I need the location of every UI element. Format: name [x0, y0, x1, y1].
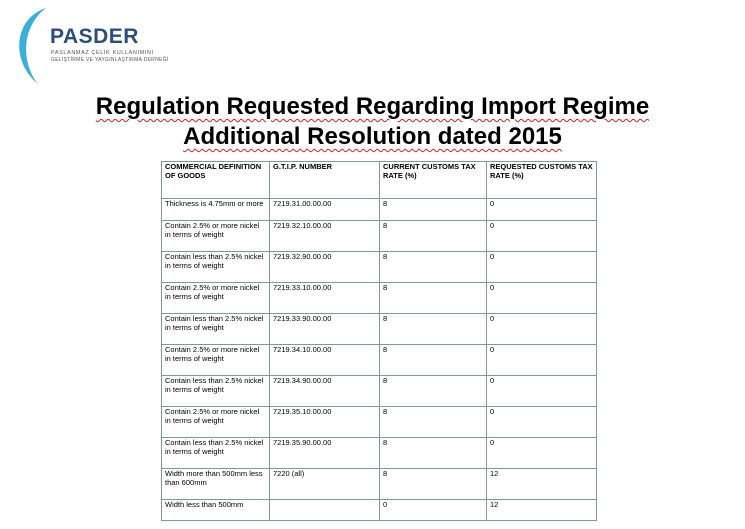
- cell-definition: Contain 2.5% or more nickel in terms of weight: [162, 407, 270, 438]
- cell-requested-rate: 0: [487, 438, 597, 469]
- cell-requested-rate: 12: [487, 469, 597, 500]
- cell-requested-rate: 0: [487, 376, 597, 407]
- cell-gtip: 7219.34.90.00.00: [270, 376, 380, 407]
- cell-gtip: 7219.34.10.00.00: [270, 345, 380, 376]
- table-row: [162, 345, 597, 376]
- cell-gtip: 7220 (all): [270, 469, 380, 500]
- tariff-table: [161, 161, 597, 521]
- cell-current-rate: 8: [380, 221, 487, 252]
- table-row: [162, 376, 597, 407]
- cell-current-rate: 8: [380, 283, 487, 314]
- cell-gtip: 7219.33.90.00.00: [270, 314, 380, 345]
- cell-definition: Width less than 500mm: [162, 500, 270, 521]
- logo-tagline-1: PASLANMAZ ÇELİK KULLANIMINI: [51, 50, 154, 56]
- cell-current-rate: 8: [380, 314, 487, 345]
- header-current-tax-rate: CURRENT CUSTOMS TAX RATE (%): [380, 162, 487, 199]
- cell-requested-rate: 0: [487, 345, 597, 376]
- table-row: [162, 221, 597, 252]
- pasder-logo: [6, 6, 176, 86]
- cell-gtip: 7219.31.00.00.00: [270, 199, 380, 221]
- cell-requested-rate: 0: [487, 221, 597, 252]
- cell-requested-rate: 0: [487, 199, 597, 221]
- cell-requested-rate: 0: [487, 314, 597, 345]
- cell-definition: Width more than 500mm less than 600mm: [162, 469, 270, 500]
- table-header-row: [162, 162, 597, 199]
- header-commercial-definition: COMMERCIAL DEFINITION OF GOODS: [162, 162, 270, 199]
- cell-current-rate: 8: [380, 345, 487, 376]
- cell-definition: Thickness is 4.75mm or more: [162, 199, 270, 221]
- logo-brand: PASDER: [50, 25, 139, 48]
- cell-current-rate: 8: [380, 199, 487, 221]
- cell-current-rate: 8: [380, 438, 487, 469]
- logo-tagline-2: GELİŞTİRME VE YAYGINLAŞTIRMA DERNEĞİ: [51, 57, 169, 63]
- cell-definition: Contain 2.5% or more nickel in terms of weight: [162, 221, 270, 252]
- cell-definition: Contain 2.5% or more nickel in terms of weight: [162, 283, 270, 314]
- cell-requested-rate: 12: [487, 500, 597, 521]
- cell-current-rate: 8: [380, 407, 487, 438]
- cell-current-rate: 8: [380, 469, 487, 500]
- header-gtip-number: G.T.I.P. NUMBER: [270, 162, 380, 199]
- slide-title-line-2: Additional Resolution dated 2015: [183, 123, 562, 150]
- cell-definition: Contain 2.5% or more nickel in terms of weight: [162, 345, 270, 376]
- table-row: [162, 500, 597, 521]
- header-requested-tax-rate: REQUESTED CUSTOMS TAX RATE (%): [487, 162, 597, 199]
- cell-gtip: 7219.33.10.00.00: [270, 283, 380, 314]
- cell-requested-rate: 0: [487, 283, 597, 314]
- cell-gtip: 7219.32.90.00.00: [270, 252, 380, 283]
- cell-current-rate: 8: [380, 376, 487, 407]
- table-row: [162, 283, 597, 314]
- cell-requested-rate: 0: [487, 407, 597, 438]
- table-row: [162, 252, 597, 283]
- cell-gtip: 7219.35.10.00.00: [270, 407, 380, 438]
- cell-gtip: 7219.35.90.00.00: [270, 438, 380, 469]
- cell-definition: Contain less than 2.5% nickel in terms of weight: [162, 252, 270, 283]
- cell-definition: Contain less than 2.5% nickel in terms of weight: [162, 314, 270, 345]
- cell-definition: Contain less than 2.5% nickel in terms of weight: [162, 438, 270, 469]
- table-row: [162, 314, 597, 345]
- table-row: [162, 438, 597, 469]
- table-row: [162, 469, 597, 500]
- cell-current-rate: 8: [380, 252, 487, 283]
- cell-gtip: [270, 500, 380, 521]
- cell-definition: Contain less than 2.5% nickel in terms of weight: [162, 376, 270, 407]
- table-row: [162, 199, 597, 221]
- cell-current-rate: 0: [380, 500, 487, 521]
- slide-title-line-1: Regulation Requested Regarding Import Regime: [95, 93, 650, 120]
- cell-gtip: 7219.32.10.00.00: [270, 221, 380, 252]
- cell-requested-rate: 0: [487, 252, 597, 283]
- table-row: [162, 407, 597, 438]
